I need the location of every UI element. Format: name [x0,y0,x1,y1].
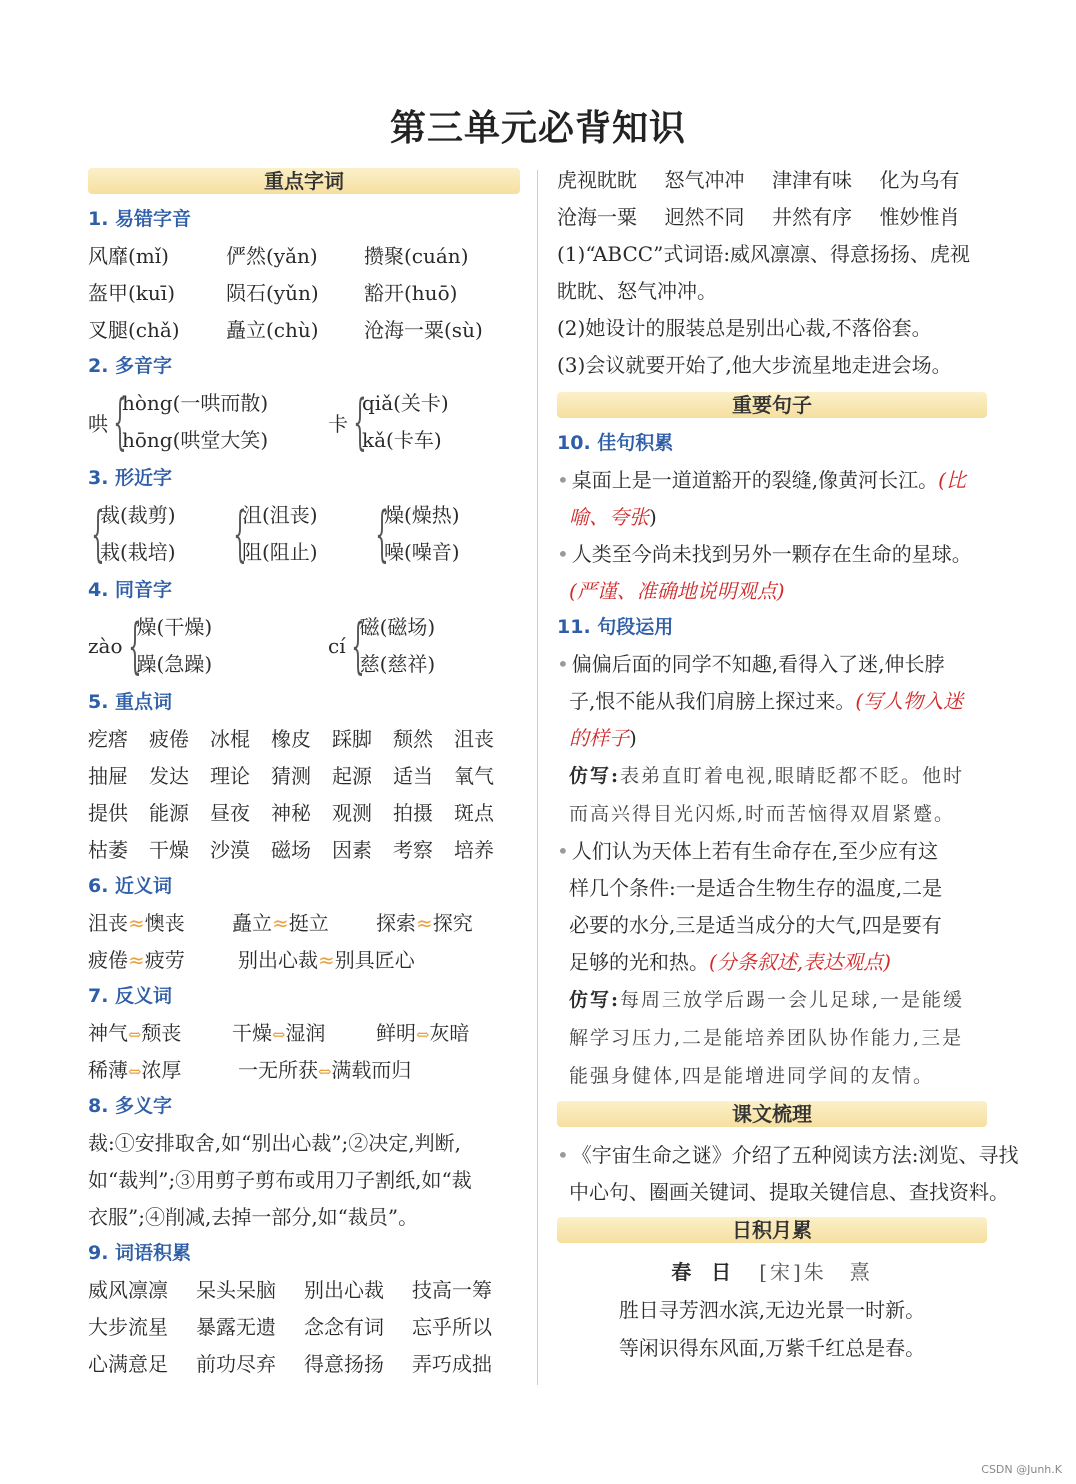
antonym-pair: 干燥⇔湿润 [232,1021,326,1045]
word: 斑点 [454,801,494,825]
heading-antonyms: 7. 反义词 [88,985,173,1007]
word: 疲倦 [149,727,189,751]
char-pair: 燥(燥热) [384,503,460,527]
word: 踩脚 [332,727,372,751]
synonyms-table [88,905,520,979]
idiom: 暴露无遗 [196,1315,276,1339]
idiom: 迥然不同 [664,205,745,229]
word: 观测 [332,801,372,825]
word: 拍摄 [393,801,433,825]
word: 沙漠 [210,838,250,862]
antonym-pair: 稀薄⇔浓厚 [88,1058,182,1082]
polysemy-line: 衣服”;④削减,去掉一部分,如“裁员”。 [88,1205,419,1229]
right-column [557,162,1019,1367]
brace-icon: { [113,387,127,457]
sentence-line: 样几个条件:一是适合生物生存的温度,二是 [569,876,943,900]
antonym-pair: 一无所获⇔满载而归 [238,1058,412,1082]
sentence-text: 桌面上是一道道豁开的裂缝,像黄河长江。 [571,468,939,492]
annotation: 喻、夸张 [569,505,649,529]
idiom: 弄巧成拙 [412,1352,492,1376]
heading-sentence-usage: 11. 句段运用 [557,616,674,638]
word: 昼夜 [210,801,250,825]
sentence-text: ) [649,505,657,529]
word: 考察 [393,838,433,862]
antonym-pair: 神气⇔颓丧 [88,1021,182,1045]
idiom: 惟妙惟肖 [879,205,960,229]
sentence-text: 子,恨不能从我们肩膀上探过来。 [569,689,856,713]
char-pair: 磁(磁场) [359,615,436,639]
brace-icon: { [353,387,367,457]
left-column [88,168,520,1383]
column-divider [537,170,538,1385]
idiom: 念念有词 [304,1315,384,1339]
pinyin-label: cí [328,634,346,658]
bullet-icon: • [557,1143,569,1167]
annotation: (分条叙述,表达观点) [709,950,891,974]
similar-chars-group [88,497,520,571]
imitation-label: 仿写: [569,989,621,1011]
char-pair: 躁(急躁) [136,652,213,676]
key-words-table [88,721,520,869]
synonym-pair: 探索≈探究 [376,911,473,935]
sentence-text: 偏偏后面的同学不知趣,看得入了迷,伸长脖 [571,652,945,676]
approx-icon: ≈ [272,911,289,935]
word: 盔甲(kuī) [88,281,176,305]
word: 因素 [332,838,372,862]
example-line: (3)会议就要开始了,他大步流星地走进会场。 [557,353,952,377]
antonyms-table [88,1015,520,1089]
word: 能源 [149,801,189,825]
char-pair: 慈(慈祥) [359,652,436,676]
heading-good-sentences: 10. 佳句积累 [557,432,674,454]
idiom: 大步流星 [88,1315,168,1339]
word: 抽屉 [88,764,128,788]
heading-homophone: 4. 同音字 [88,579,173,601]
page-title: 第三单元必背知识 [389,108,686,149]
sentence-line [557,646,987,683]
double-arrow-icon: ⇔ [272,1025,286,1044]
sentence-line [557,944,987,981]
word: 俨然(yǎn) [226,244,318,268]
brace-icon: { [127,611,142,681]
approx-icon: ≈ [416,911,433,935]
word: 干燥 [149,838,189,862]
polyphone-char: 卡 [328,411,348,436]
double-arrow-icon: ⇔ [318,1062,332,1081]
brace-icon: { [91,499,105,569]
idiom: 怒气冲冲 [664,168,745,192]
sentence-text: 足够的光和热。 [569,950,709,974]
synonym-pair: 别出心裁≈别具匠心 [238,948,415,972]
annotation: (写人物入迷 [855,689,964,713]
word: 冰棍 [210,727,250,751]
idiom: 忘乎所以 [412,1315,492,1339]
polysemy-line: 如“裁判”;③用剪子剪布或用刀子割纸,如“裁 [88,1168,472,1192]
word: 叉腿(chǎ) [88,318,180,342]
sentence-line [557,720,987,757]
sentence-line: 必要的水分,三是适当成分的大气,四是要有 [569,913,942,937]
section-bar-key-words: 重点字词 [88,168,520,194]
word: 矗立(chù) [226,318,319,342]
word: 风靡(mǐ) [88,244,169,268]
section-bar-daily-accumulation: 日积月累 [557,1217,987,1243]
word: 磁场 [271,838,311,862]
poem-author: [宋]朱 熹 [759,1260,873,1284]
poem-heading [557,1253,987,1291]
approx-icon: ≈ [128,911,145,935]
idiom: 威风凛凛 [88,1278,168,1302]
word: 疙瘩 [88,727,128,751]
word: 豁开(huō) [364,281,458,305]
word: 猜测 [271,764,311,788]
synonym-pair: 矗立≈挺立 [232,911,329,935]
annotation: (比 [938,468,966,492]
polysemy-line: 裁:①安排取舍,如“别出心裁”;②决定,判断, [88,1131,461,1155]
synonym-pair: 沮丧≈懊丧 [88,911,185,935]
polyphone-group [88,385,520,459]
approx-icon: ≈ [128,948,145,972]
section-bar-text-summary: 课文梳理 [557,1101,987,1127]
word: 陨石(yǔn) [226,281,319,305]
idiom: 虎视眈眈 [557,168,637,192]
sentence-line [557,683,987,720]
idiom: 津津有味 [772,168,852,192]
sentence-line [557,499,987,536]
poem-title: 春 日 [671,1260,732,1284]
heading-pronunciation: 1. 易错字音 [88,208,192,230]
idiom: 前功尽弃 [196,1352,276,1376]
idiom: 沧海一粟 [557,205,637,229]
homophone-group [88,609,520,683]
reading: hōng(哄堂大笑) [122,428,269,452]
idiom: 井然有序 [772,205,852,229]
heading-synonyms: 6. 近义词 [88,875,173,897]
synonym-pair: 疲倦≈疲劳 [88,948,185,972]
heading-key-words: 5. 重点词 [88,691,173,713]
approx-icon: ≈ [318,948,335,972]
example-line: 眈眈、怒气冲冲。 [557,279,717,303]
sentence-text: 人们认为天体上若有生命存在,至少应有这 [571,839,939,863]
heading-polysemy: 8. 多义字 [88,1095,173,1117]
summary-text: 《宇宙生命之谜》介绍了五种阅读方法:浏览、寻找 [571,1143,1019,1167]
imitation-label: 仿写: [569,765,621,787]
summary-line: 中心句、圈画关键词、提取关键信息、查找资料。 [569,1180,1009,1204]
bullet-icon: • [557,468,569,492]
reading: kǎ(卡车) [362,428,442,452]
bullet-icon: • [557,652,569,676]
heading-polyphone: 2. 多音字 [88,355,173,377]
example-line: (1)“ABCC”式词语:威风凛凛、得意扬扬、虎视 [557,242,971,266]
imitation-line: 解学习压力,二是能培养团队协作能力,三是 [569,1027,964,1049]
word: 神秘 [271,801,311,825]
word: 提供 [88,801,128,825]
sentence-line [557,573,987,610]
char-pair: 裁(裁剪) [100,503,176,527]
word: 氧气 [454,764,494,788]
char-pair: 噪(噪音) [384,540,460,564]
antonym-pair: 鲜明⇔灰暗 [376,1021,470,1045]
idiom: 得意扬扬 [304,1352,384,1376]
word: 起源 [332,764,372,788]
poem-line: 等闲识得东风面,万紫千红总是春。 [618,1336,926,1360]
sentence-text: 人类至今尚未找到另外一颗存在生命的星球。 [571,542,972,566]
pronunciation-table [88,238,520,349]
poem-line: 胜日寻芳泗水滨,无边光景一时新。 [618,1298,926,1322]
double-arrow-icon: ⇔ [416,1025,430,1044]
char-pair: 燥(干燥) [136,615,213,639]
brace-icon: { [233,499,247,569]
word: 橡皮 [271,727,311,751]
example-line: (2)她设计的服装总是别出心裁,不落俗套。 [557,316,932,340]
bullet-icon: • [557,542,569,566]
section-bar-key-sentences: 重要句子 [557,392,987,418]
reading: qiǎ(关卡) [362,391,449,415]
char-pair: 沮(沮丧) [242,503,318,527]
sentence-line [557,462,987,499]
word: 攒聚(cuán) [364,244,469,268]
vocab-table [88,1272,520,1383]
imitation-line: 而高兴得目光闪烁,时而苦恼得双眉紧蹙。 [569,803,956,825]
imitation-line [557,981,987,1019]
double-arrow-icon: ⇔ [128,1062,142,1081]
idiom: 别出心裁 [304,1278,384,1302]
word: 理论 [210,764,250,788]
idiom: 化为乌有 [879,168,960,192]
annotation: 的样子 [569,726,629,750]
word: 培养 [454,838,494,862]
word: 发达 [149,764,189,788]
summary-line [557,1137,1019,1174]
word: 适当 [393,764,433,788]
pinyin-label: zào [88,634,123,658]
char-pair: 栽(栽培) [100,540,176,564]
brace-icon: { [375,499,389,569]
imitation-line: 能强身健体,四是能增进同学间的友情。 [569,1065,935,1087]
sentence-text: ) [629,726,637,750]
polyphone-char: 哄 [88,411,108,436]
brace-icon: { [350,611,365,681]
reading: hòng(一哄而散) [122,391,269,415]
word: 沮丧 [454,727,494,751]
imitation-text: 表弟直盯着电视,眼睛眨都不眨。他时 [620,765,965,787]
heading-similar-chars: 3. 形近字 [88,467,173,489]
bullet-icon: • [557,839,569,863]
imitation-text: 每周三放学后踢一会儿足球,一是能缓 [620,989,965,1011]
heading-vocab: 9. 词语积累 [88,1242,192,1264]
word: 颓然 [393,727,433,751]
word: 枯萎 [88,838,128,862]
idiom: 心满意足 [88,1352,168,1376]
watermark-text: CSDN @Junh.K [981,1463,1062,1476]
imitation-line [557,757,987,795]
idiom: 呆头呆脑 [196,1278,276,1302]
sentence-line [557,833,987,870]
sentence-line [557,536,987,573]
char-pair: 阻(阻止) [242,540,318,564]
idiom: 技高一筹 [412,1278,492,1302]
vocab-table-continued [557,162,987,236]
double-arrow-icon: ⇔ [128,1025,142,1044]
annotation: (严谨、准确地说明观点) [569,579,785,603]
word: 沧海一粟(sù) [364,318,483,342]
